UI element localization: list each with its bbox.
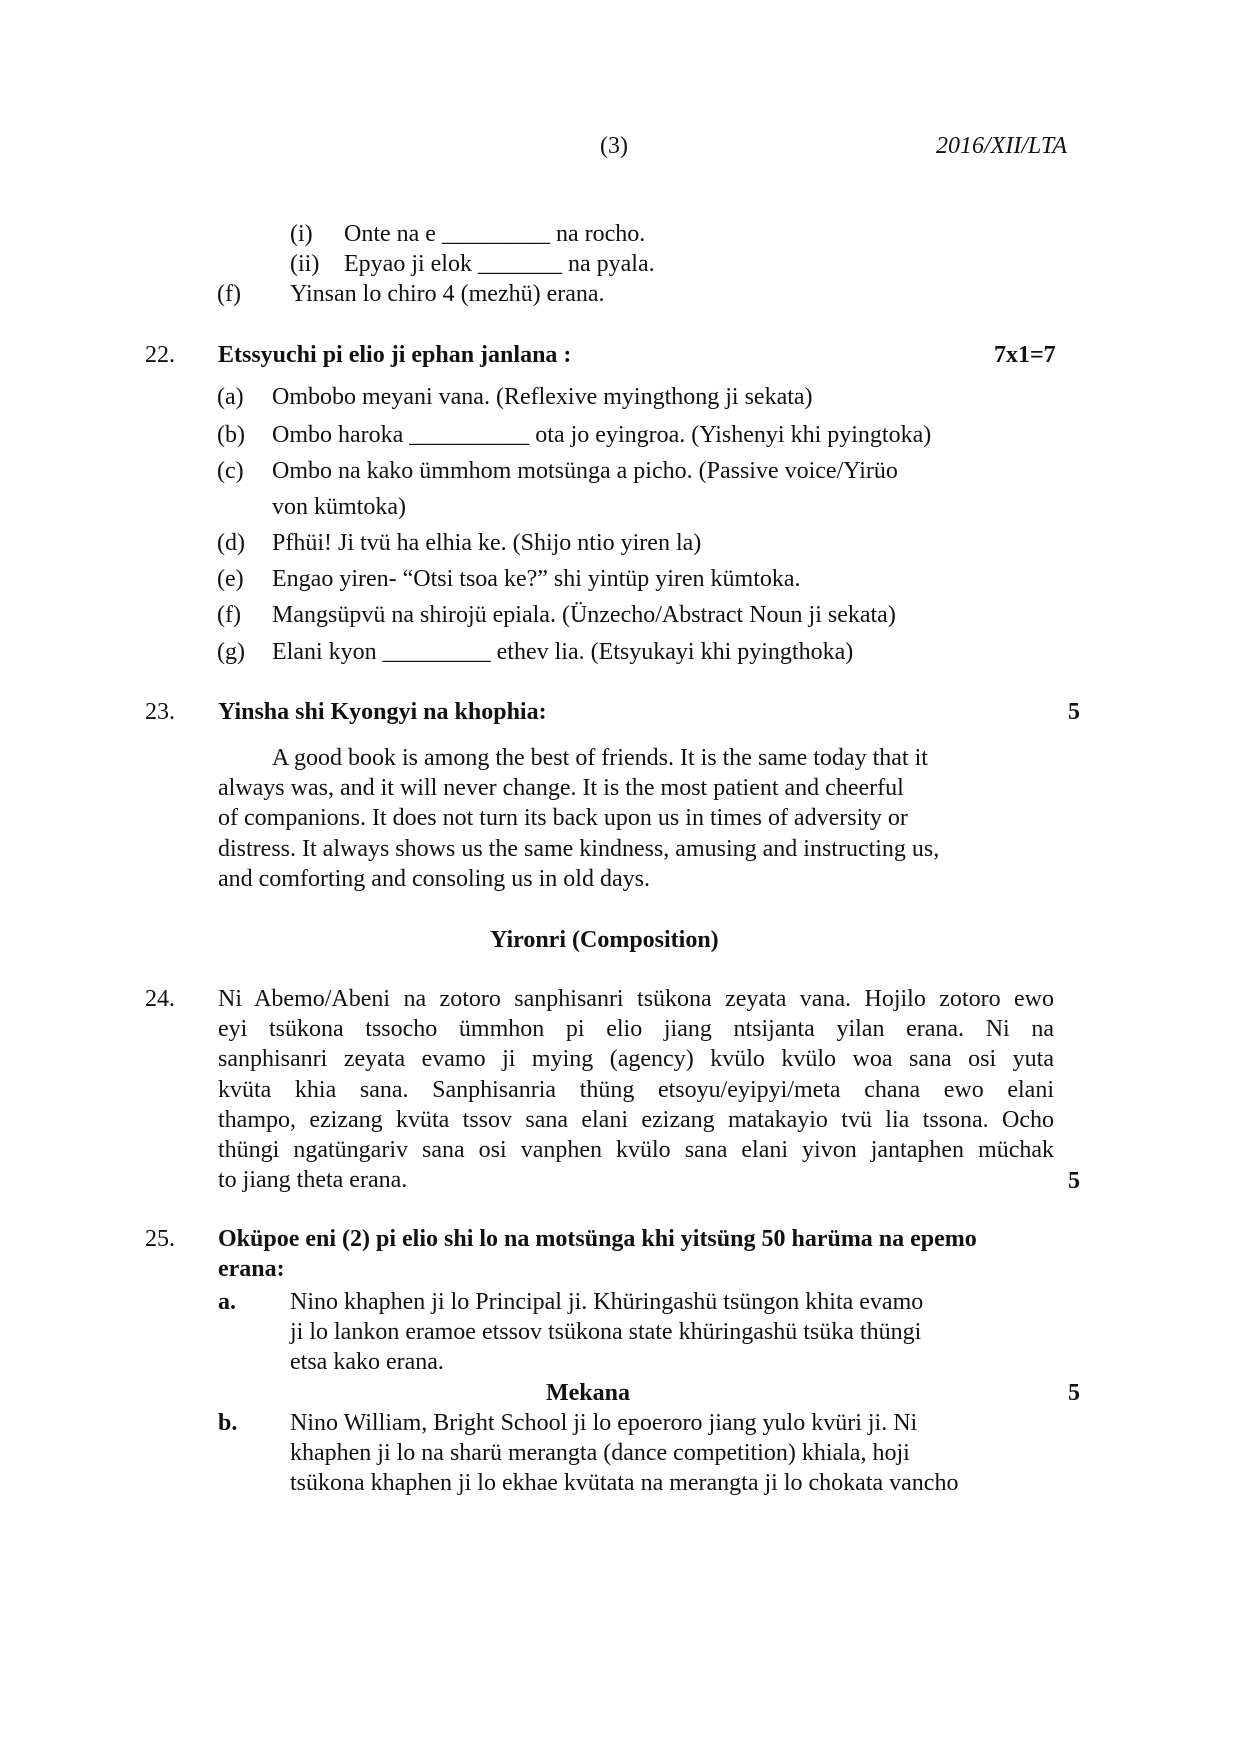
question-body [218,984,1054,1195]
passage-line: and comforting and consoling us in old days. [218,865,650,892]
passage-line: always was, and it will never change. It is the most patient and cheerful [218,775,904,802]
body-line: eyi tsükona tssocho ümmhon pi elio jiang ntsijanta yilan erana. Ni na [218,1016,1054,1043]
body-line: thampo, ezizang kvüta tssov sana elani ezizang matakayio tvü lia tssona. Ocho [218,1106,1054,1133]
option-line: etsa kako erana. [290,1349,444,1376]
item-text: Epyao ji elok _______ na pyala. [344,251,655,277]
question-title: Oküpoe eni (2) pi elio shi lo na motsünga khi yitsüng 50 harüma na epemo [218,1226,977,1252]
question-number: 24. [145,986,175,1012]
question-marks: 5 [1068,1380,1080,1406]
item-label: (f) [217,602,241,628]
question-number: 25. [145,1226,175,1252]
option-line: ji lo lankon eramoe etssov tsükona state khüringashü tsüka thüngi [290,1319,922,1346]
item-text: Elani kyon _________ ethev lia. (Etsyukayi khi pyingthoka) [272,639,854,665]
item-label: (i) [290,221,313,247]
question-marks: 7x1=7 [994,342,1056,368]
or-separator: Mekana [546,1380,630,1406]
item-label: (c) [217,458,244,484]
item-text: Onte na e _________ na rocho. [344,221,646,247]
item-text: Ombo haroka __________ ota jo eyingroa. (Yishenyi khi pyingtoka) [272,422,932,448]
item-text: Pfhüi! Ji tvü ha elhia ke. (Shijo ntio yiren la) [272,530,702,556]
item-text: Ombobo meyani vana. (Reflexive myingthong ji sekata) [272,384,813,410]
option-line: Nino khaphen ji lo Principal ji. Khüringashü tsüngon khita evamo [290,1289,924,1315]
option-a-text [290,1287,990,1378]
option-line: khaphen ji lo na sharü merangta (dance competition) khiala, hoji [290,1440,910,1467]
item-label: (ii) [290,251,320,277]
question-marks: 5 [1068,699,1080,725]
item-label: (b) [217,422,245,448]
passage-line: A good book is among the best of friends. It is the same today that it [272,745,928,771]
item-label: (d) [217,530,245,556]
body-line: Ni Abemo/Abeni na zotoro sanphisanri tsükona zeyata vana. Hojilo zotoro ewo [218,986,1054,1012]
body-line: to jiang theta erana. [218,1167,408,1194]
item-text-continued: von kümtoka) [272,494,406,520]
question-number: 23. [145,699,175,725]
passage-line: distress. It always shows us the same kindness, amusing and instructing us, [218,835,940,862]
question-number: 22. [145,342,175,368]
paper-code: 2016/XII/LTA [936,133,1068,159]
item-text: Yinsan lo chiro 4 (mezhü) erana. [290,281,605,307]
passage [218,743,1008,894]
option-line: Nino William, Bright School ji lo epoeroro jiang yulo kvüri ji. Ni [290,1410,918,1436]
option-b-text [290,1408,1050,1499]
item-label: (e) [217,566,244,592]
question-title: Etssyuchi pi elio ji ephan janlana : [218,342,572,368]
item-label: (f) [217,281,241,307]
option-label: a. [218,1289,236,1315]
page-number: (3) [600,133,628,159]
option-label: b. [218,1410,238,1436]
passage-line: of companions. It does not turn its back upon us in times of adversity or [218,805,908,832]
question-title: Yinsha shi Kyongyi na khophia: [218,699,547,725]
item-label: (a) [217,384,244,410]
body-line: kvüta khia sana. Sanphisanria thüng etsoyu/eyipyi/meta chana ewo elani [218,1076,1054,1103]
question-marks: 5 [1068,1168,1080,1194]
question-title-continued: erana: [218,1256,285,1282]
option-line: tsükona khaphen ji lo ekhae kvütata na merangta ji lo chokata vancho [290,1470,959,1497]
section-heading: Yironri (Composition) [490,927,719,953]
body-line: sanphisanri zeyata evamo ji mying (agency) kvülo kvülo woa sana osi yuta [218,1046,1054,1073]
item-text: Ombo na kako ümmhom motsünga a picho. (Passive voice/Yirüo [272,458,898,484]
body-line: thüngi ngatüngariv sana osi vanphen kvülo sana elani yivon jantaphen müchak [218,1137,1054,1164]
item-label: (g) [217,639,245,665]
item-text: Mangsüpvü na shirojü epiala. (Ünzecho/Abstract Noun ji sekata) [272,602,896,628]
item-text: Engao yiren- “Otsi tsoa ke?” shi yintüp yiren kümtoka. [272,566,801,592]
